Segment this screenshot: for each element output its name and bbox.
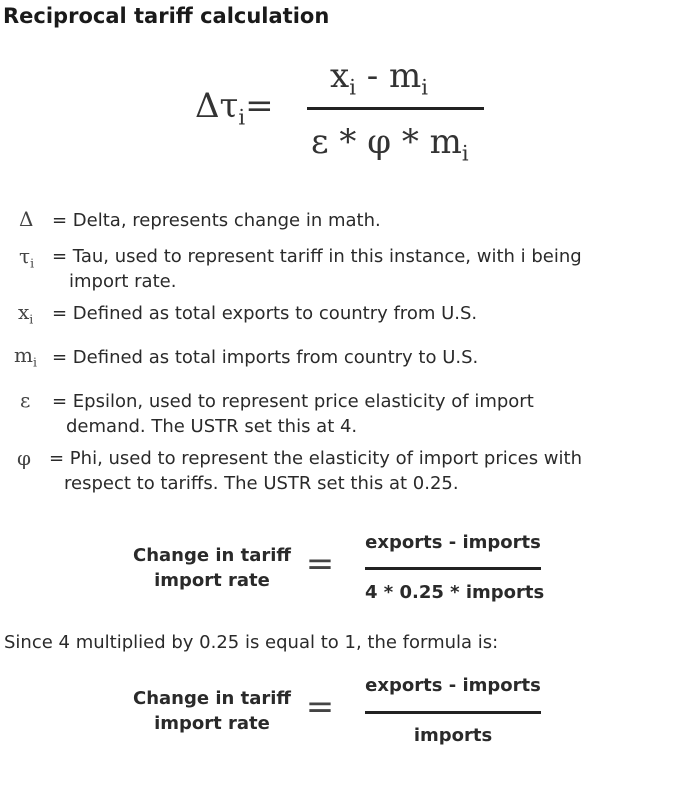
- delta-tau-symbol: Δτ: [195, 86, 239, 126]
- word-formula-equals: =: [305, 544, 335, 584]
- fraction-bar: [307, 107, 484, 110]
- numerator-minus: -: [355, 56, 390, 96]
- word-formula-lhs: [122, 543, 302, 593]
- definition-line-continued: demand. The USTR set this at 4.: [66, 416, 358, 437]
- symbol-text: ε: [20, 388, 31, 412]
- word-formula-lhs: [122, 686, 302, 736]
- lhs-line: Change in tariff: [133, 688, 291, 709]
- word-formula-equals: =: [305, 687, 335, 727]
- simplification-note: Since 4 multiplied by 0.25 is equal to 1, the formula is:: [4, 632, 499, 653]
- word-formula-fraction-bar: [365, 567, 541, 570]
- page-title: Reciprocal tariff calculation: [3, 4, 330, 28]
- word-formula-denominator: imports: [413, 725, 493, 746]
- definition-phi: [49, 446, 629, 496]
- definition-epsilon: [52, 389, 632, 439]
- definition-line: = Epsilon, used to represent price elasticity of import: [52, 391, 534, 412]
- denominator-text: ε * φ * m: [311, 122, 462, 162]
- definition-line-continued: import rate.: [69, 271, 177, 292]
- numerator-x: x: [330, 56, 350, 96]
- formula-equals: =: [245, 86, 274, 126]
- numerator-m-subscript: i: [421, 74, 429, 100]
- lhs-line: import rate: [154, 570, 270, 591]
- symbol-subscript: i: [29, 311, 34, 327]
- symbol-subscript: i: [30, 255, 35, 271]
- denominator-subscript: i: [461, 140, 469, 166]
- definition-line: = Defined as total exports to country from U.S.: [52, 303, 478, 324]
- lhs-line: Change in tariff: [133, 545, 291, 566]
- symbol-text: x: [18, 300, 30, 324]
- symbol-text: τ: [19, 244, 31, 268]
- formula-denominator: [311, 122, 469, 166]
- definition-line: = Delta, represents change in math.: [52, 210, 381, 231]
- definition-x: [52, 301, 632, 326]
- definition-tau: [52, 244, 632, 294]
- lhs-subscript: i: [238, 104, 246, 130]
- word-formula-numerator: exports - imports: [365, 675, 541, 696]
- numerator-m: m: [389, 56, 422, 96]
- definition-line: = Tau, used to represent tariff in this instance, with i being: [52, 246, 582, 267]
- word-formula-fraction-bar: [365, 711, 541, 714]
- definition-line: = Phi, used to represent the elasticity of import prices with: [49, 448, 582, 469]
- word-formula-denominator: 4 * 0.25 * imports: [365, 582, 545, 603]
- symbol-subscript: i: [32, 354, 37, 370]
- definition-m: [52, 345, 632, 370]
- definition-symbol-m: [14, 343, 54, 370]
- word-formula-numerator: exports - imports: [365, 532, 541, 553]
- numerator-x-subscript: i: [349, 74, 356, 100]
- definition-line-continued: respect to tariffs. The USTR set this at 0.25.: [64, 473, 459, 494]
- definition-line: = Defined as total imports from country to U.S.: [52, 347, 479, 368]
- symbol-text: Δ: [19, 207, 34, 231]
- definition-delta: [52, 208, 632, 233]
- formula-lhs: [195, 86, 274, 130]
- lhs-line: import rate: [154, 713, 270, 734]
- symbol-text: m: [14, 343, 33, 367]
- formula-numerator: [330, 56, 429, 100]
- symbol-text: φ: [17, 446, 32, 470]
